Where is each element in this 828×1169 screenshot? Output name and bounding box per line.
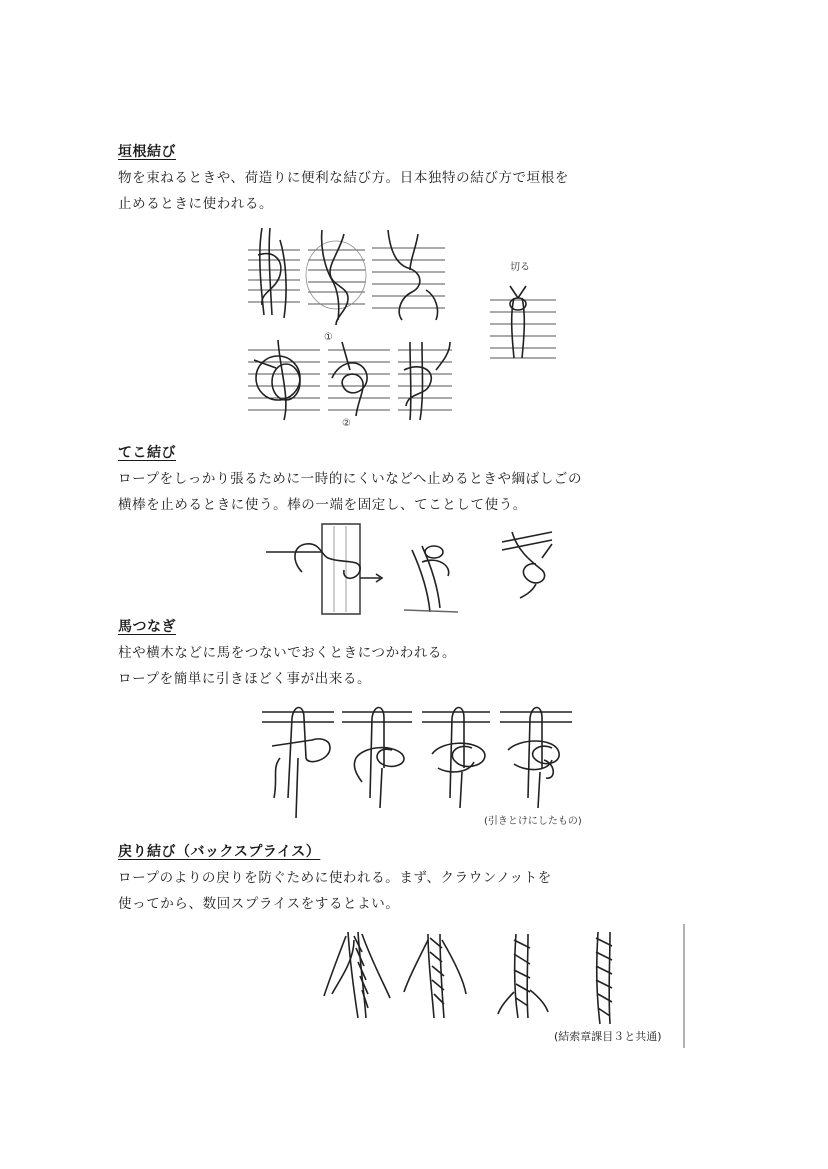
- teko-knot-illustration: [262, 522, 562, 616]
- section-text-line: 横棒を止めるときに使う。棒の一端を固定し、てことして使う。: [118, 497, 527, 513]
- section-text-line: ロープのよりの戻りを防ぐために使われる。まず、クラウンノットを: [118, 870, 552, 886]
- section-text-line: ロープをしっかり張るために一時的にくいなどへ止めるときや綱ばしごの: [118, 471, 583, 487]
- step-marker-1: ①: [324, 332, 333, 343]
- kakine-knot-steps-illustration: [240, 220, 460, 435]
- section-text-line: 物を束ねるときや、荷造りに便利な結び方。日本独特の結び方で垣根を: [118, 170, 569, 186]
- back-splice-illustration: [318, 922, 688, 1050]
- section-heading-umatsunagi: 馬つなぎ: [118, 619, 176, 635]
- section-heading-kakine: 垣根結び: [118, 144, 176, 160]
- section-text-line: ロープを簡単に引きほどく事が出来る。: [118, 671, 372, 687]
- back-splice-caption: (結索章課目３と共通): [554, 1030, 662, 1043]
- section-heading-teko: てこ結び: [118, 445, 176, 461]
- section-text-line: 止めるときに使われる。: [118, 196, 274, 212]
- section-text-line: 使ってから、数回スプライスをするとよい。: [118, 896, 400, 912]
- umatsunagi-caption: (引きとけにしたもの): [484, 816, 582, 827]
- step-marker-2: ②: [342, 418, 351, 429]
- kakine-cut-illustration: [488, 258, 558, 363]
- section-heading-modorimusubi: 戻り結び（バックスプライス）: [118, 844, 321, 860]
- section-text-line: 柱や横木などに馬をつないでおくときにつかわれる。: [118, 645, 457, 661]
- cut-label: 切る: [510, 262, 530, 273]
- umatsunagi-knot-illustration: [252, 698, 592, 828]
